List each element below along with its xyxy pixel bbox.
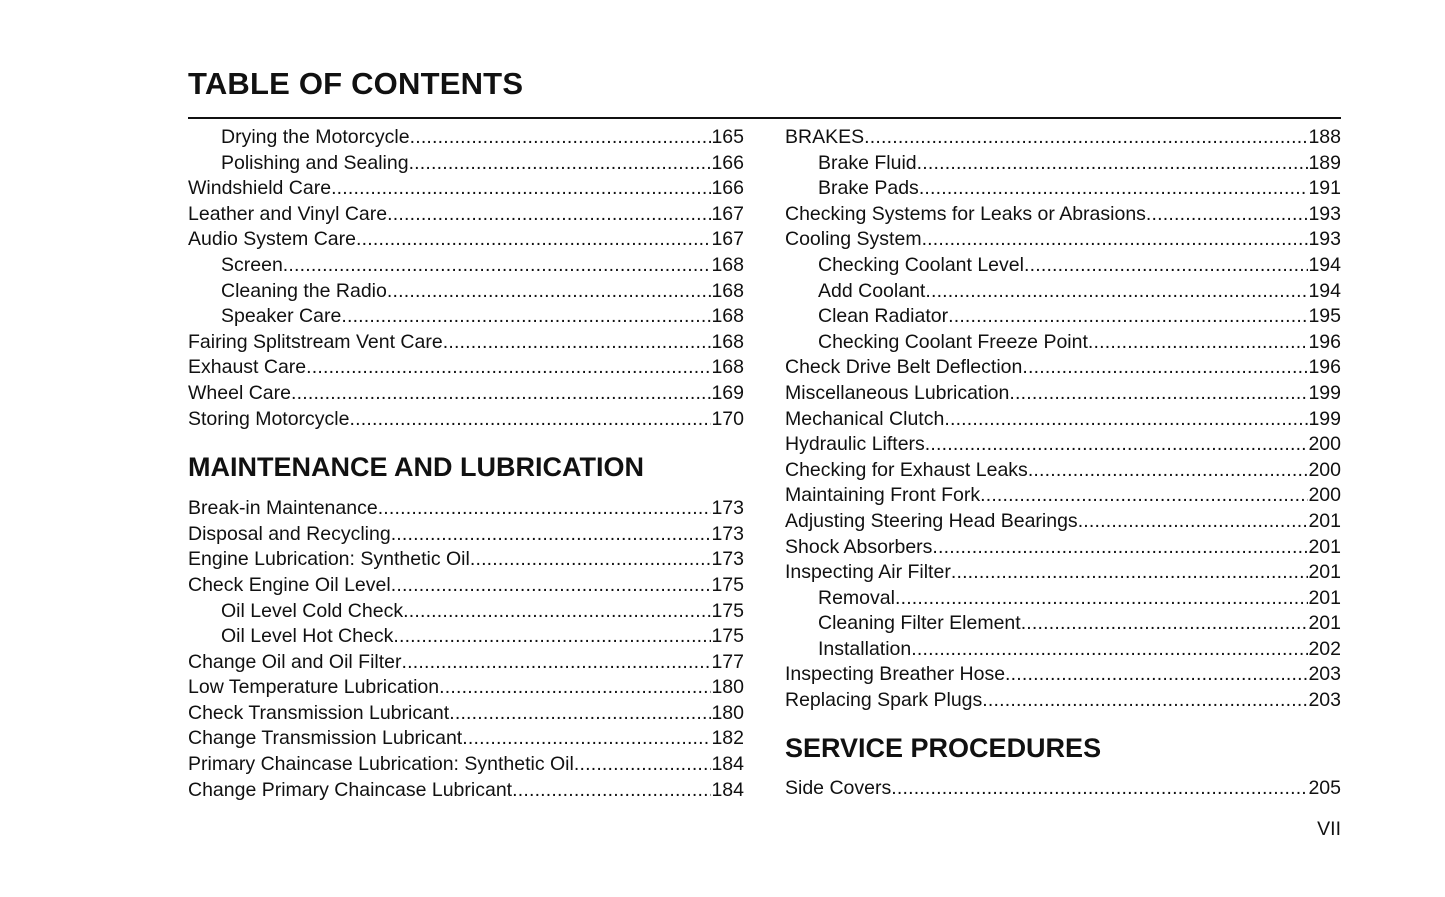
dot-leader <box>443 330 712 356</box>
toc-entry-title: Inspecting Breather Hose <box>785 663 1006 686</box>
dot-leader <box>462 726 711 752</box>
dot-leader <box>574 752 712 778</box>
toc-entry[interactable] <box>188 227 744 253</box>
dot-leader <box>393 624 711 650</box>
dot-leader <box>917 151 1309 177</box>
toc-entry-page: 191 <box>1308 177 1341 200</box>
toc-entry-title: BRAKES <box>785 126 865 148</box>
dot-leader <box>1009 381 1308 407</box>
toc-entry-page: 180 <box>711 676 744 699</box>
toc-entry[interactable] <box>188 599 744 625</box>
dot-leader <box>982 688 1308 714</box>
toc-entry[interactable] <box>188 701 744 727</box>
toc-entry-title: Engine Lubrication: Synthetic Oil <box>188 548 470 571</box>
dot-leader <box>283 253 712 279</box>
toc-entry-title: Break-in Maintenance <box>188 497 378 520</box>
toc-entry-title: Checking Coolant Freeze Point <box>818 330 1088 353</box>
toc-entry-page: 184 <box>711 753 744 776</box>
dot-leader <box>925 432 1309 458</box>
dot-leader <box>1021 611 1309 637</box>
toc-entry[interactable] <box>785 586 1341 612</box>
toc-entry[interactable] <box>785 304 1341 330</box>
toc-entry-title: Inspecting Air Filter <box>785 561 951 584</box>
toc-entry[interactable] <box>785 560 1341 586</box>
toc-entry[interactable] <box>188 279 744 305</box>
toc-entry[interactable] <box>188 778 744 804</box>
toc-entry-title: Change Oil and Oil Filter <box>188 650 402 673</box>
toc-entry-title: Screen <box>221 253 283 276</box>
toc-entry-page: 196 <box>1308 356 1341 379</box>
toc-entry-page: 189 <box>1308 151 1341 174</box>
toc-entry-title: Oil Level Cold Check <box>221 599 404 622</box>
dot-leader <box>449 701 711 727</box>
toc-entry-title: Windshield Care <box>188 177 332 200</box>
page-number: VII <box>1317 818 1341 840</box>
dot-leader <box>891 776 1308 802</box>
toc-entry-page: 196 <box>1308 330 1341 353</box>
toc-entry[interactable] <box>785 509 1341 535</box>
toc-entry-page: 167 <box>711 228 744 251</box>
toc-entry-title: Polishing and Sealing <box>221 151 409 174</box>
toc-entry-title: Installation <box>818 637 912 660</box>
toc-entry[interactable] <box>785 611 1341 637</box>
toc-entry-title: Replacing Spark Plugs <box>785 689 983 712</box>
toc-entry[interactable] <box>188 650 744 676</box>
toc-entry-title: Disposal and Recycling <box>188 522 391 545</box>
toc-entry[interactable] <box>785 458 1341 484</box>
toc-list-right-bottom <box>785 776 1341 802</box>
toc-entry-page: 199 <box>1308 381 1341 404</box>
toc-entry-page: 193 <box>1308 228 1341 251</box>
toc-entry[interactable] <box>785 151 1341 177</box>
toc-entry-page: 170 <box>711 407 744 430</box>
toc-entry[interactable] <box>188 151 744 177</box>
dot-leader <box>391 522 712 548</box>
dot-leader <box>919 176 1309 202</box>
toc-left-column <box>188 125 744 803</box>
toc-entry-page: 168 <box>711 253 744 276</box>
toc-entry-page: 173 <box>711 522 744 545</box>
toc-entry-page: 195 <box>1308 305 1341 328</box>
dot-leader <box>925 279 1308 305</box>
toc-entry[interactable] <box>785 330 1341 356</box>
dot-leader <box>356 227 711 253</box>
toc-entry[interactable] <box>785 125 1341 151</box>
toc-entry[interactable] <box>188 125 744 151</box>
toc-entry-page: 193 <box>1308 202 1341 225</box>
toc-entry-title: Brake Pads <box>818 177 919 200</box>
dot-leader <box>410 125 712 151</box>
toc-entry-page: 203 <box>1308 663 1341 686</box>
dot-leader <box>1028 458 1309 484</box>
toc-entry-page: 169 <box>711 381 744 404</box>
toc-entry[interactable] <box>188 675 744 701</box>
toc-entry[interactable] <box>785 279 1341 305</box>
dot-leader <box>387 279 712 305</box>
toc-entry[interactable] <box>188 726 744 752</box>
dot-leader <box>349 407 711 433</box>
toc-entry[interactable] <box>188 202 744 228</box>
dot-leader <box>439 675 711 701</box>
toc-entry-title: Change Primary Chaincase Lubricant <box>188 778 513 801</box>
toc-entry-page: 194 <box>1308 253 1341 276</box>
dot-leader <box>387 202 711 228</box>
toc-entry-title: Cleaning the Radio <box>221 279 387 302</box>
toc-entry-page: 199 <box>1308 407 1341 430</box>
toc-entry[interactable] <box>785 253 1341 279</box>
toc-entry[interactable] <box>785 355 1341 381</box>
toc-entry[interactable] <box>188 522 744 548</box>
dot-leader <box>944 407 1308 433</box>
page-title: TABLE OF CONTENTS <box>188 66 524 101</box>
toc-entry-title: Audio System Care <box>188 228 356 251</box>
toc-entry-title: Maintaining Front Fork <box>785 484 981 507</box>
dot-leader <box>391 573 712 599</box>
toc-entry-title: Brake Fluid <box>818 151 917 174</box>
toc-entry-page: 205 <box>1308 776 1341 799</box>
toc-entry-title: Hydraulic Lifters <box>785 433 925 456</box>
toc-entry-page: 175 <box>711 625 744 648</box>
toc-entry[interactable] <box>188 752 744 778</box>
toc-entry-title: Check Drive Belt Deflection <box>785 356 1023 379</box>
dot-leader <box>291 381 711 407</box>
dot-leader <box>331 176 711 202</box>
toc-entry-page: 180 <box>711 701 744 724</box>
toc-entry-page: 200 <box>1308 433 1341 456</box>
toc-entry-title: Low Temperature Lubrication <box>188 676 440 699</box>
toc-entry-page: 200 <box>1308 458 1341 481</box>
toc-entry[interactable] <box>785 381 1341 407</box>
toc-entry-title: Adjusting Steering Head Bearings <box>785 509 1078 532</box>
dot-leader <box>932 535 1308 561</box>
toc-entry-title: Leather and Vinyl Care <box>188 202 388 225</box>
toc-entry-page: 200 <box>1308 484 1341 507</box>
toc-entry[interactable] <box>785 432 1341 458</box>
toc-entry[interactable] <box>785 776 1341 802</box>
toc-entry-title: Wheel Care <box>188 381 291 404</box>
toc-entry[interactable] <box>188 176 744 202</box>
toc-entry-title: Checking Systems for Leaks or Abrasions <box>785 202 1146 225</box>
toc-entry-page: 177 <box>711 650 744 673</box>
toc-entry-page: 202 <box>1308 637 1341 660</box>
toc-entry[interactable] <box>785 176 1341 202</box>
toc-entry-title: Cooling System <box>785 228 922 251</box>
toc-entry-page: 167 <box>711 202 744 225</box>
toc-entry[interactable] <box>785 688 1341 714</box>
toc-entry-page: 168 <box>711 279 744 302</box>
dot-leader <box>402 650 712 676</box>
toc-entry[interactable] <box>785 662 1341 688</box>
toc-entry-page: 166 <box>711 151 744 174</box>
toc-entry[interactable] <box>188 304 744 330</box>
toc-entry-page: 168 <box>711 330 744 353</box>
dot-leader <box>1005 662 1308 688</box>
toc-list-right-top <box>785 125 1341 714</box>
toc-entry-page: 203 <box>1308 689 1341 712</box>
toc-entry[interactable] <box>785 535 1341 561</box>
toc-entry[interactable] <box>188 624 744 650</box>
toc-list-left-bottom <box>188 496 744 803</box>
toc-entry[interactable] <box>785 202 1341 228</box>
toc-entry[interactable] <box>188 381 744 407</box>
toc-entry-title: Removal <box>818 586 895 609</box>
toc-entry-title: Clean Radiator <box>818 305 949 328</box>
toc-entry-page: 165 <box>711 126 744 148</box>
dot-leader <box>409 151 712 177</box>
toc-entry-title: Checking Coolant Level <box>818 253 1024 276</box>
dot-leader <box>1088 330 1309 356</box>
section-heading-maintenance: MAINTENANCE AND LUBRICATION <box>188 452 644 483</box>
dot-leader <box>922 227 1309 253</box>
toc-entry-page: 168 <box>711 305 744 328</box>
toc-entry-page: 173 <box>711 548 744 571</box>
toc-entry-title: Fairing Splitstream Vent Care <box>188 330 443 353</box>
dot-leader <box>948 304 1308 330</box>
dot-leader <box>306 355 711 381</box>
toc-entry-title: Drying the Motorcycle <box>221 126 410 148</box>
toc-entry-page: 168 <box>711 356 744 379</box>
toc-entry[interactable] <box>188 355 744 381</box>
dot-leader <box>470 547 712 573</box>
dot-leader <box>341 304 711 330</box>
toc-entry-title: Check Transmission Lubricant <box>188 701 450 724</box>
toc-entry-page: 166 <box>711 177 744 200</box>
dot-leader <box>864 125 1308 151</box>
toc-entry-title: Oil Level Hot Check <box>221 625 394 648</box>
toc-right-column <box>785 125 1341 801</box>
dot-leader <box>895 586 1309 612</box>
toc-entry[interactable] <box>188 253 744 279</box>
dot-leader <box>378 496 712 522</box>
toc-entry[interactable] <box>188 496 744 522</box>
toc-entry-title: Check Engine Oil Level <box>188 573 391 596</box>
toc-entry-title: Storing Motorcycle <box>188 407 350 430</box>
toc-entry-title: Miscellaneous Lubrication <box>785 381 1010 404</box>
toc-entry-title: Shock Absorbers <box>785 535 933 558</box>
toc-entry-page: 175 <box>711 599 744 622</box>
toc-entry-title: Side Covers <box>785 776 892 799</box>
toc-entry-page: 201 <box>1308 612 1341 635</box>
toc-entry[interactable] <box>785 483 1341 509</box>
toc-entry[interactable] <box>785 637 1341 663</box>
toc-entry[interactable] <box>188 547 744 573</box>
toc-entry-page: 188 <box>1308 126 1341 148</box>
toc-entry-page: 194 <box>1308 279 1341 302</box>
toc-entry[interactable] <box>188 330 744 356</box>
toc-entry-page: 175 <box>711 573 744 596</box>
toc-entry[interactable] <box>785 407 1341 433</box>
dot-leader <box>512 778 711 804</box>
title-divider <box>188 117 1341 119</box>
section-heading-service: SERVICE PROCEDURES <box>785 732 1102 763</box>
dot-leader <box>1022 355 1308 381</box>
dot-leader <box>980 483 1308 509</box>
toc-entry-title: Exhaust Care <box>188 356 307 379</box>
toc-entry-title: Add Coolant <box>818 279 926 302</box>
dot-leader <box>1146 202 1309 228</box>
toc-entry-page: 184 <box>711 778 744 801</box>
dot-leader <box>1078 509 1309 535</box>
toc-entry[interactable] <box>785 227 1341 253</box>
toc-entry-title: Cleaning Filter Element <box>818 612 1021 635</box>
dot-leader <box>911 637 1308 663</box>
toc-entry-page: 201 <box>1308 561 1341 584</box>
toc-entry-page: 201 <box>1308 586 1341 609</box>
toc-entry[interactable] <box>188 573 744 599</box>
toc-entry-page: 173 <box>711 497 744 520</box>
dot-leader <box>403 599 711 625</box>
toc-entry-page: 201 <box>1308 535 1341 558</box>
toc-entry-page: 201 <box>1308 509 1341 532</box>
toc-entry-title: Checking for Exhaust Leaks <box>785 458 1028 481</box>
toc-entry-title: Speaker Care <box>221 305 342 328</box>
toc-entry[interactable] <box>188 407 744 433</box>
toc-entry-title: Primary Chaincase Lubrication: Synthetic Oil <box>188 753 574 776</box>
dot-leader <box>951 560 1309 586</box>
toc-entry-title: Mechanical Clutch <box>785 407 945 430</box>
toc-entry-page: 182 <box>711 727 744 750</box>
dot-leader <box>1024 253 1308 279</box>
toc-list-left-top <box>188 125 744 432</box>
toc-entry-title: Change Transmission Lubricant <box>188 727 463 750</box>
